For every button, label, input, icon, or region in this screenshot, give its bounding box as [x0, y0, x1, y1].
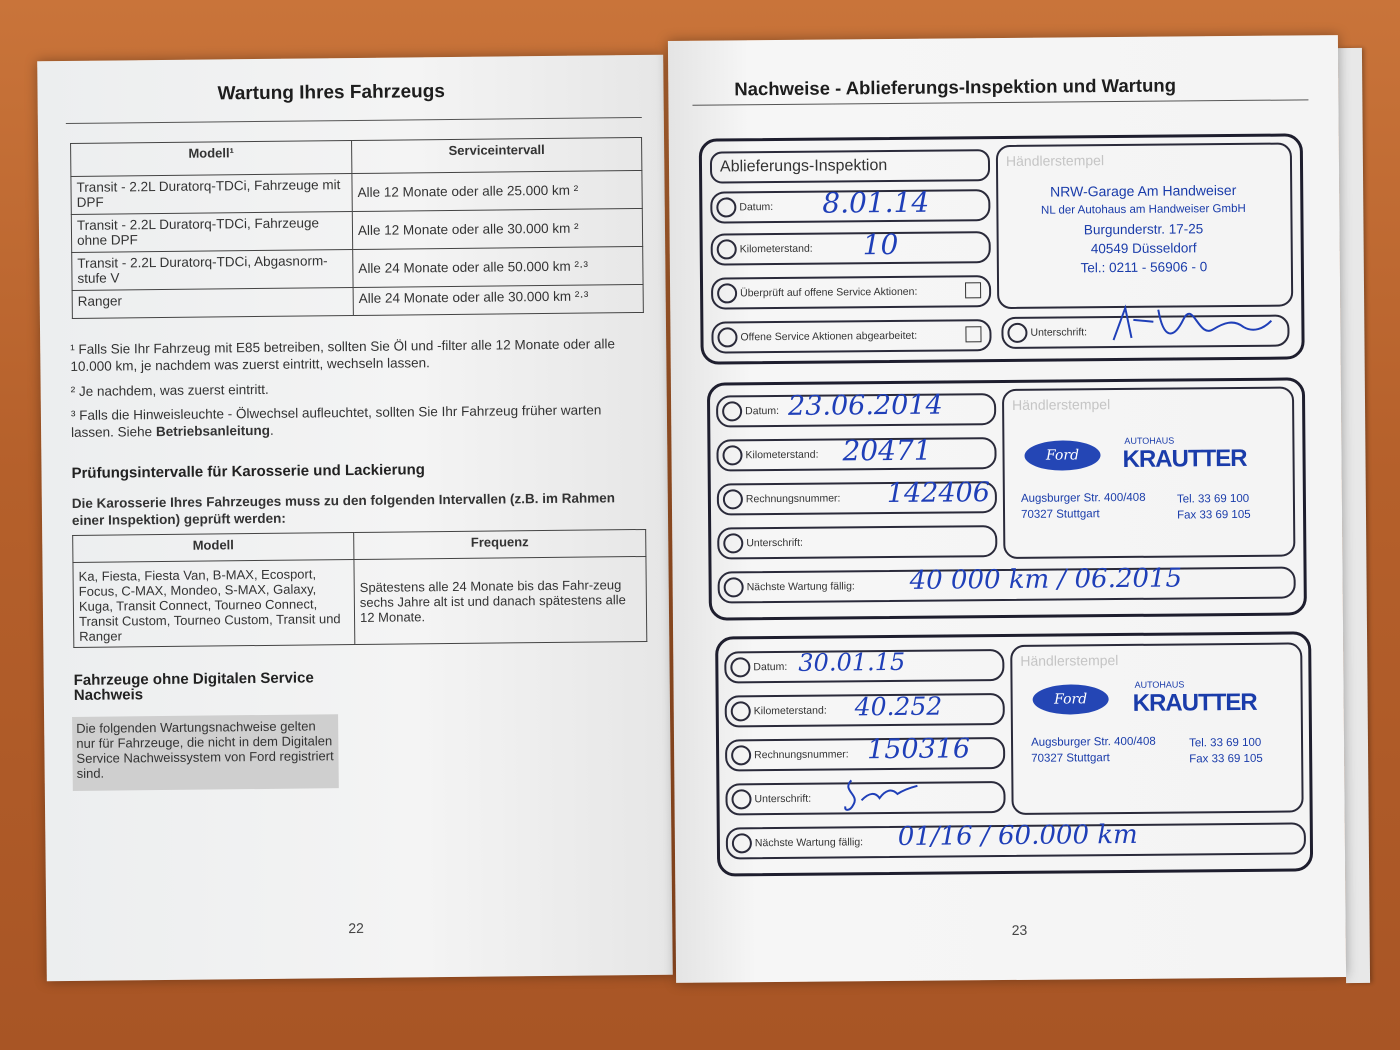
next-service-handwritten: 40 000 km / 06.2015 — [909, 563, 1183, 596]
datum-field[interactable] — [724, 649, 1004, 683]
service-interval-table — [70, 137, 644, 319]
footnote-3-end: . — [269, 422, 274, 438]
datum-field[interactable] — [710, 185, 990, 223]
service-record-box-1 — [707, 377, 1307, 620]
check-open-actions-field[interactable] — [711, 275, 991, 309]
radio-icon — [1007, 323, 1027, 343]
table-cell: Alle 12 Monate oder alle 25.000 km ² — [352, 170, 642, 211]
title-rule — [692, 99, 1308, 105]
checkbox-icon — [965, 282, 981, 298]
radio-icon — [722, 445, 742, 465]
datum-handwritten: 8.01.14 — [822, 185, 930, 220]
signature-label: Unterschrift: — [1030, 326, 1088, 339]
radio-icon — [723, 489, 743, 509]
stamp-fax: Fax 33 69 105 — [1177, 508, 1251, 522]
invoice-label: Rechnungsnummer: — [745, 492, 841, 506]
table-row — [71, 170, 642, 214]
footnote-2: ² Je nachdem, was zuerst eintritt. — [70, 381, 269, 399]
km-handwritten: 40.252 — [854, 691, 943, 722]
radio-icon — [730, 657, 750, 677]
stamp-header: Händlerstempel — [1012, 396, 1111, 413]
check-open-actions-label: Überprüft auf offene Service Aktionen: — [740, 285, 918, 300]
radio-icon — [716, 197, 736, 217]
dealer-name: KRAUTTER — [1132, 688, 1257, 717]
stamp-city: 70327 Stuttgart — [1020, 508, 1100, 521]
km-label: Kilometerstand: — [753, 704, 827, 718]
next-service-label: Nächste Wartung fällig: — [754, 836, 864, 850]
table-header: Modell — [73, 533, 354, 563]
stamp-line: NRW-Garage Am Handweiser — [1050, 181, 1237, 200]
table-header: Modell¹ — [71, 141, 352, 177]
next-service-field[interactable] — [726, 819, 1306, 859]
dealer-stamp-area — [1010, 642, 1303, 815]
stamp-city: 70327 Stuttgart — [1031, 752, 1110, 765]
stamp-address: Augsburger Str. 400/408 — [1030, 735, 1156, 749]
stamp-header: Händlerstempel — [1020, 652, 1119, 669]
signature-field[interactable] — [725, 781, 1005, 815]
no-digital-note: Die folgenden Wartungsnachweise gelten nur für Fahrzeuge, die nicht in dem Digitalen Service Nachweissystem von Ford registriert sind. — [72, 714, 339, 791]
km-handwritten: 20471 — [842, 433, 932, 468]
invoice-label: Rechnungsnummer: — [754, 748, 849, 762]
table-header: Serviceintervall — [352, 137, 642, 173]
next-service-handwritten: 01/16 / 60.000 km — [897, 819, 1138, 852]
radio-icon — [723, 533, 743, 553]
page-number: 23 — [1011, 921, 1028, 938]
signature-scribble — [1103, 299, 1273, 350]
footnote-1: ¹ Falls Sie Ihr Fahrzeug mit E85 betreiben, sollten Sie Öl und -filter alle 12 Monate oder alle 10.000 km, je nachdem was zuerst eintritt, wechseln lassen. — [70, 336, 616, 374]
km-handwritten: 10 — [862, 227, 899, 262]
table-cell: Alle 12 Monate oder alle 30.000 km ² — [352, 208, 642, 249]
table-row — [72, 284, 643, 318]
radio-icon — [731, 701, 751, 721]
datum-label: Datum: — [739, 201, 774, 214]
page-title: Wartung Ihres Fahrzeugs — [217, 81, 445, 105]
stamp-line: Burgunderstr. 17-25 — [1083, 221, 1204, 238]
table-cell: Alle 24 Monate oder alle 30.000 km ²·³ — [353, 284, 643, 315]
body-check-table — [72, 529, 647, 648]
right-page — [668, 35, 1346, 983]
open-actions-done-label: Offene Service Aktionen abgearbeitet: — [740, 329, 918, 344]
footnote-3-link: Betriebsanleitung — [155, 422, 271, 440]
dealer-name: KRAUTTER — [1122, 444, 1247, 473]
km-label: Kilometerstand: — [745, 448, 819, 462]
stamp-tel: Tel. 33 69 100 — [1189, 736, 1262, 750]
page-number: 22 — [348, 919, 364, 937]
invoice-handwritten: 142406 — [886, 477, 991, 510]
datum-label: Datum: — [753, 660, 788, 674]
datum-field[interactable] — [716, 389, 996, 427]
page-title: Nachweise - Ablieferungs-Inspektion und Wartung — [734, 74, 1177, 100]
radio-icon — [717, 327, 737, 347]
ford-logo: Ford — [1033, 684, 1109, 715]
table-header: Frequenz — [354, 529, 646, 559]
dealer-stamp-nrw — [1008, 181, 1279, 278]
km-field[interactable] — [725, 693, 1005, 727]
no-digital-title: Fahrzeuge ohne Digitalen Service Nachweis — [73, 669, 314, 704]
table-cell: Transit - 2.2L Duratorq-TDCi, Fahrzeuge mit DPF — [71, 174, 352, 215]
delivery-header-label: Ablieferungs-Inspektion — [719, 157, 888, 176]
stamp-line: 40549 Düsseldorf — [1090, 240, 1197, 257]
section-intro: Die Karosserie Ihres Fahrzeuges muss zu den folgenden Intervallen (z.B. im Rahmen einer Inspektion) geprüft werden: — [71, 490, 616, 528]
km-label: Kilometerstand: — [739, 242, 813, 256]
left-page — [37, 55, 673, 982]
table-row — [72, 246, 643, 290]
datum-label: Datum: — [745, 404, 780, 418]
radio-icon — [717, 239, 737, 259]
signature-label: Unterschrift: — [746, 536, 803, 550]
radio-icon — [731, 745, 751, 765]
table-cell: Alle 24 Monate oder alle 50.000 km ²·³ — [353, 246, 643, 287]
km-field[interactable] — [711, 227, 991, 265]
footnote-3-text: ³ Falls die Hinweisleuchte - Ölwechsel aufleuchtet, sollten Sie Ihr Fahrzeug früher warten lassen. Siehe — [70, 402, 602, 440]
stamp-header: Händlerstempel — [1005, 152, 1105, 169]
dealer-stamp-area — [1002, 386, 1295, 559]
signature-scribble — [839, 770, 929, 817]
signature-field[interactable] — [1001, 315, 1289, 350]
radio-icon — [732, 833, 752, 853]
checkbox-icon — [965, 326, 981, 342]
invoice-handwritten: 150316 — [866, 733, 971, 766]
stamp-line: Tel.: 0211 - 56906 - 0 — [1080, 259, 1208, 276]
stamp-fax: Fax 33 69 105 — [1189, 752, 1263, 766]
radio-icon — [731, 789, 751, 809]
radio-icon — [722, 401, 742, 421]
table-cell: Ka, Fiesta, Fiesta Van, B-MAX, Ecosport, Focus, C-MAX, Mondeo, S-MAX, Galaxy, Kuga, Transit Connect, Tourneo Connect, Transit Custom, Tourneo Custom, Transit und Ranger — [73, 560, 355, 648]
table-cell: Transit - 2.2L Duratorq-TDCi, Abgasnorm-stufe V — [72, 250, 353, 291]
table-cell: Ranger — [72, 288, 353, 319]
signature-field[interactable] — [717, 525, 997, 559]
footnote-3 — [71, 401, 645, 441]
radio-icon — [717, 283, 737, 303]
table-cell: Transit - 2.2L Duratorq-TDCi, Fahrzeuge ohne DPF — [71, 212, 352, 253]
stamp-address: Augsburger Str. 400/408 — [1020, 491, 1146, 505]
signature-label: Unterschrift: — [754, 792, 812, 806]
km-field[interactable] — [716, 433, 996, 471]
table-row — [71, 208, 642, 252]
service-record-box-2 — [715, 631, 1313, 876]
stamp-small: AUTOHAUS — [1124, 435, 1175, 446]
datum-handwritten: 23.06.2014 — [787, 389, 943, 422]
next-service-label: Nächste Wartung fällig: — [746, 580, 855, 594]
stamp-small: AUTOHAUS — [1134, 679, 1185, 690]
ford-logo: Ford — [1024, 440, 1100, 471]
next-service-field[interactable] — [718, 563, 1296, 603]
open-actions-done-field[interactable] — [711, 319, 991, 353]
table-cell: Spätestens alle 24 Monate bis das Fahr-zeug sechs Jahre alt ist und danach spätestens alle 12 Monate. — [354, 556, 647, 644]
section-title: Prüfungsintervalle für Karosserie und Lackierung — [71, 461, 426, 482]
dealer-stamp-area — [996, 143, 1293, 310]
delivery-inspection-box — [699, 133, 1305, 364]
radio-icon — [724, 577, 744, 597]
delivery-header — [710, 149, 990, 183]
title-rule — [66, 117, 642, 124]
stamp-tel: Tel. 33 69 100 — [1176, 492, 1250, 506]
invoice-field[interactable] — [725, 733, 1005, 771]
datum-handwritten: 30.01.15 — [798, 647, 906, 677]
invoice-field[interactable] — [717, 477, 997, 515]
stamp-line: NL der Autohaus am Handweiser GmbH — [1040, 202, 1246, 217]
table-row — [73, 556, 647, 647]
